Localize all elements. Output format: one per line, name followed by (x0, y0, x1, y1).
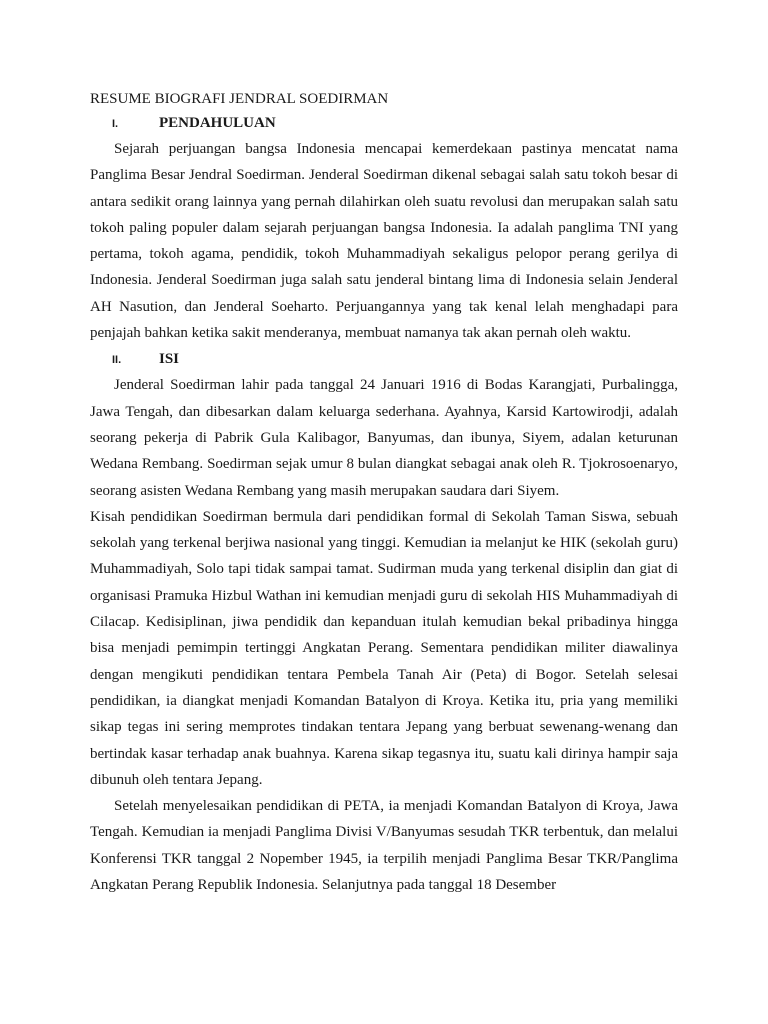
section-number: I. (112, 118, 119, 130)
paragraph-intro: Sejarah perjuangan bangsa Indonesia mencapai kemerdekaan pastinya mencatat nama Panglima Besar Jendral Soedirman. Jenderal Soedirman dikenal sebagai salah satu tokoh besar di antara sedikit orang lainnya yang pernah dilahirkan oleh suatu revolusi dan merupakan salah satu tokoh paling populer dalam sejarah perjuangan bangsa Indonesia. Ia adalah panglima TNI yang pertama, tokoh agama, pendidik, tokoh Muhammadiyah sekaligus pelopor perang gerilya di Indonesia. Jenderal Soedirman juga salah satu jenderal bintang lima di Indonesia selain Jenderal AH Nasution, dan Jenderal Soeharto. Perjuangannya yang tak kenal lelah menghadapi para penjajah bahkan ketika sakit menderanya, membuat namanya tak akan pernah oleh waktu. (90, 141, 678, 342)
document-page (90, 86, 678, 898)
section-heading-pendahuluan (90, 112, 678, 134)
section-number: II. (112, 354, 122, 367)
section-title: ISI (159, 351, 180, 368)
paragraph-career: Setelah menyelesaikan pendidikan di PETA, ia menjadi Komandan Batalyon di Kroya, Jawa Tengah. Kemudian ia menjadi Panglima Divisi V/Banyumas sesudah TKR terbentuk, dan melalui Konferensi TKR tanggal 2 Nopember 1945, ia terpilih menjadi Panglima Besar TKR/Panglima Angkatan Perang Republik Indonesia. Selanjutnya pada tanggal 18 Desember (90, 798, 678, 894)
section-heading-isi (90, 348, 678, 370)
paragraph-birth: Jenderal Soedirman lahir pada tanggal 24 Januari 1916 di Bodas Karangjati, Purbalingga, Jawa Tengah, dan dibesarkan dalam keluarga sederhana. Ayahnya, Karsid Kartowirodji, adalah seorang pekerja di Pabrik Gula Kalibagor, Banyumas, dan ibunya, Siyem, adalan keturunan Wedana Rembang. Soedirman sejak umur 8 bulan diangkat sebagai anak oleh R. Tjokrosoenaryo, seorang asisten Wedana Rembang yang masih merupakan saudara dari Siyem. (90, 377, 678, 499)
document-title: RESUME BIOGRAFI JENDRAL SOEDIRMAN (90, 91, 389, 107)
section-title: PENDAHULUAN (159, 115, 276, 131)
paragraph-education: Kisah pendidikan Soedirman bermula dari pendidikan formal di Sekolah Taman Siswa, sebuah sekolah yang terkenal berjiwa nasional yang tinggi. Kemudian ia melanjut ke HIK (sekolah guru) Muhammadiyah, Solo tapi tidak sampai tamat. Sudirman muda yang terkenal disiplin dan giat di organisasi Pramuka Hizbul Wathan ini kemudian menjadi guru di sekolah HIS Muhammadiyah di Cilacap. Kedisiplinan, jiwa pendidik dan kepanduan itulah kemudian bekal pribadinya hingga bisa menjadi pemimpin tertinggi Angkatan Perang. Sementara pendidikan militer diawalinya dengan mengikuti pendidikan tentara Pembela Tanah Air (Peta) di Bogor. Setelah selesai pendidikan, ia diangkat menjadi Komandan Batalyon di Kroya. Ketika itu, pria yang memiliki sikap tegas ini sering memprotes tindakan tentara Jepang yang berbuat sewenang-wenang dan bertindak kasar terhadap anak buahnya. Karena sikap tegasnya itu, suatu kali dirinya hampir saja dibunuh oleh tentara Jepang. (90, 508, 678, 788)
